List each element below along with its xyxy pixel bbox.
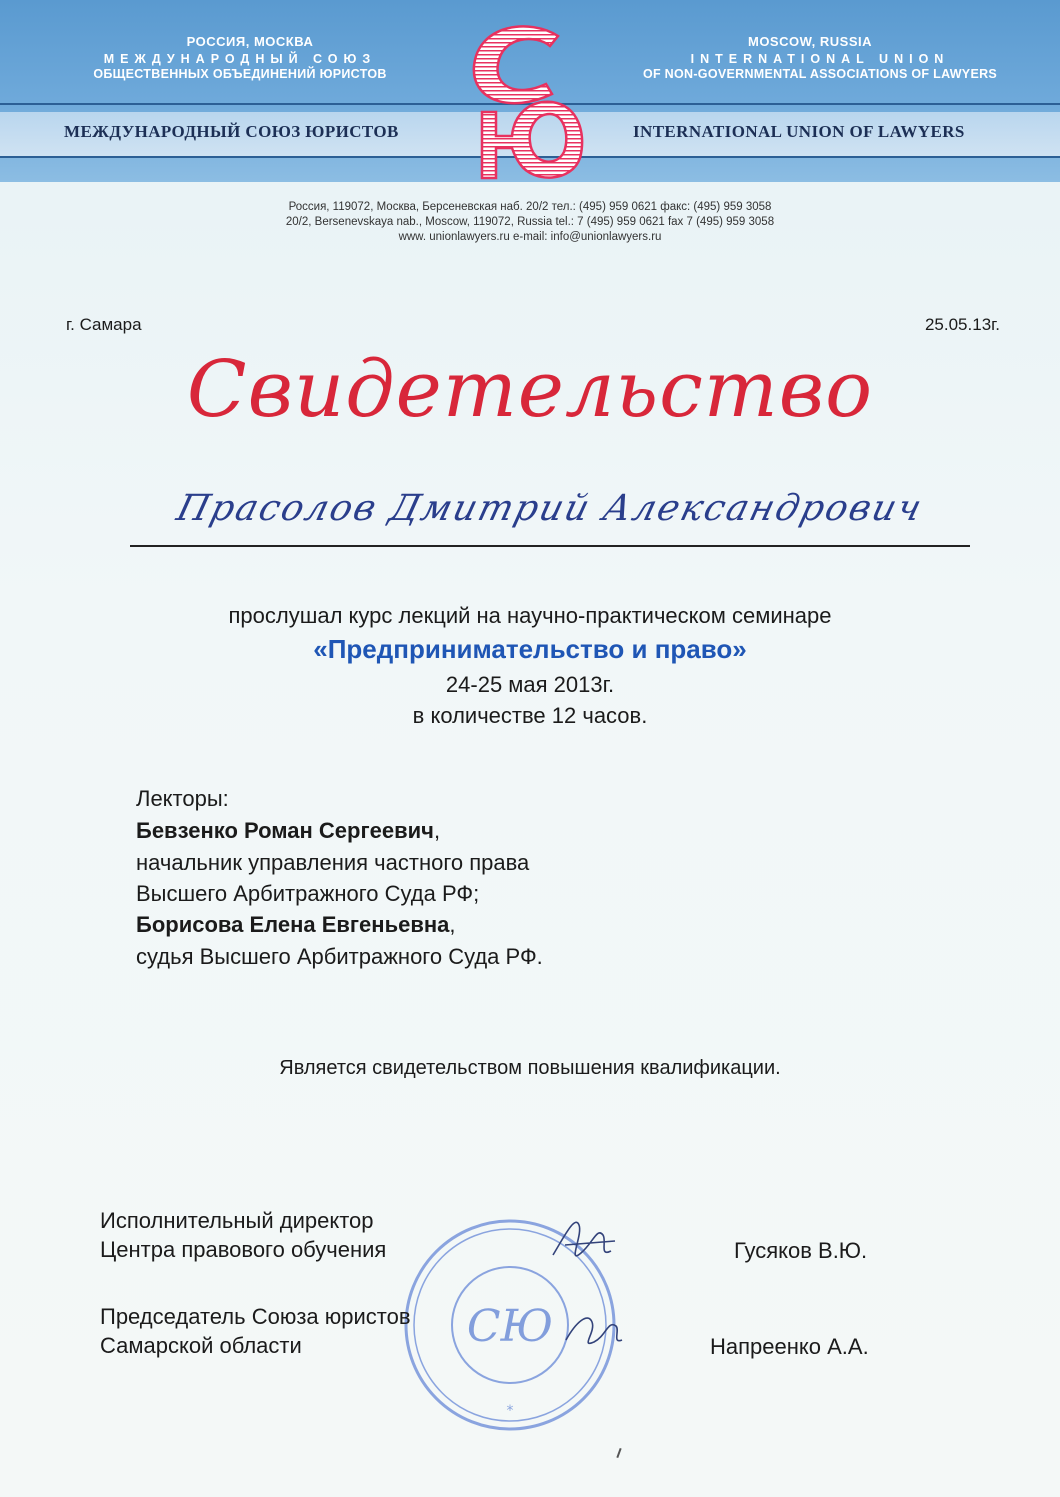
issue-date: 25.05.13г. bbox=[924, 315, 1000, 334]
certificate-title: Свидетельство bbox=[186, 345, 874, 435]
letterhead-address bbox=[0, 200, 1060, 245]
scan-speck bbox=[616, 1448, 621, 1458]
signatory-1-title-line-2: Центра правового обучения bbox=[100, 1237, 387, 1262]
course-dates: 24-25 мая 2013г. bbox=[445, 672, 615, 697]
lecturers-heading: Лекторы: bbox=[136, 786, 229, 811]
lecturer-2-position: судья Высшего Арбитражного Суда РФ. bbox=[136, 944, 543, 969]
signatory-1-title bbox=[100, 1206, 386, 1264]
union-logo bbox=[460, 14, 600, 184]
header-left-name: МЕЖДУНАРОДНЫЙ СОЮЗ ЮРИСТОВ bbox=[64, 122, 399, 141]
header-right-org-spaced: INTERNATIONAL UNION bbox=[690, 52, 950, 66]
lecturer-2-name: Борисова Елена Евгеньевна bbox=[136, 912, 450, 937]
lecturer-2-name-line bbox=[136, 912, 456, 938]
course-title: «Предпринимательство и право» bbox=[313, 634, 747, 664]
header-right-city: MOSCOW, RUSSIA bbox=[747, 34, 872, 49]
lecturer-2-comma: , bbox=[449, 912, 456, 937]
lecturer-1-name: Бевзенко Роман Сергеевич bbox=[136, 818, 434, 843]
qualification-note: Является свидетельством повышения квалификации. bbox=[279, 1057, 781, 1079]
signatory-1-name: Гусяков В.Ю. bbox=[734, 1238, 868, 1263]
recipient-name-handwritten: Прасолов Дмитрий Александрович bbox=[172, 488, 928, 529]
course-hours: в количестве 12 часов. bbox=[412, 703, 648, 728]
lecturer-1-name-line bbox=[136, 818, 440, 844]
body-line-1: прослушал курс лекций на научно-практическом семинаре bbox=[228, 603, 832, 628]
lecturer-1-comma: , bbox=[433, 818, 441, 843]
signature-2 bbox=[560, 1300, 630, 1360]
header-left-org-full: ОБЩЕСТВЕННЫХ ОБЪЕДИНЕНИЙ ЮРИСТОВ bbox=[93, 67, 387, 81]
signatory-2-title-line-1: Председатель Союза юристов bbox=[100, 1304, 411, 1329]
header-right-name: INTERNATIONAL UNION OF LAWYERS bbox=[633, 122, 965, 141]
svg-text:*: * bbox=[506, 1403, 514, 1419]
signatory-2-name: Напреенко А.А. bbox=[710, 1334, 869, 1359]
signatory-1-title-line-1: Исполнительный директор bbox=[100, 1208, 374, 1233]
header-right-org-full: OF NON-GOVERNMENTAL ASSOCIATIONS OF LAWYERS bbox=[642, 67, 998, 81]
signature-1 bbox=[545, 1205, 625, 1280]
svg-text:СЮ: СЮ bbox=[466, 1301, 554, 1352]
address-web: www. unionlawyers.ru e-mail: info@unionlawyers.ru bbox=[398, 231, 662, 243]
address-line-en: 20/2, Bersenevskaya nab., Moscow, 119072, Russia tel.: 7 (495) 959 0621 fax 7 (495) 959 3058 bbox=[285, 216, 775, 228]
signatory-2-title bbox=[100, 1302, 411, 1360]
header-left-city: РОССИЯ, МОСКВА bbox=[186, 34, 314, 49]
header-left-org-spaced: МЕЖДУНАРОДНЫЙ СОЮЗ bbox=[103, 52, 377, 66]
signatory-2-title-line-2: Самарской области bbox=[100, 1333, 302, 1358]
lecturer-1-position-1: начальник управления частного права bbox=[136, 850, 530, 875]
lecturer-1-position-2: Высшего Арбитражного Суда РФ; bbox=[136, 881, 480, 906]
address-line-ru: Россия, 119072, Москва, Берсеневская наб. 20/2 тел.: (495) 959 0621 факс: (495) 959 3058 bbox=[288, 201, 772, 213]
recipient-underline bbox=[130, 545, 970, 547]
issue-place: г. Самара bbox=[66, 315, 142, 334]
